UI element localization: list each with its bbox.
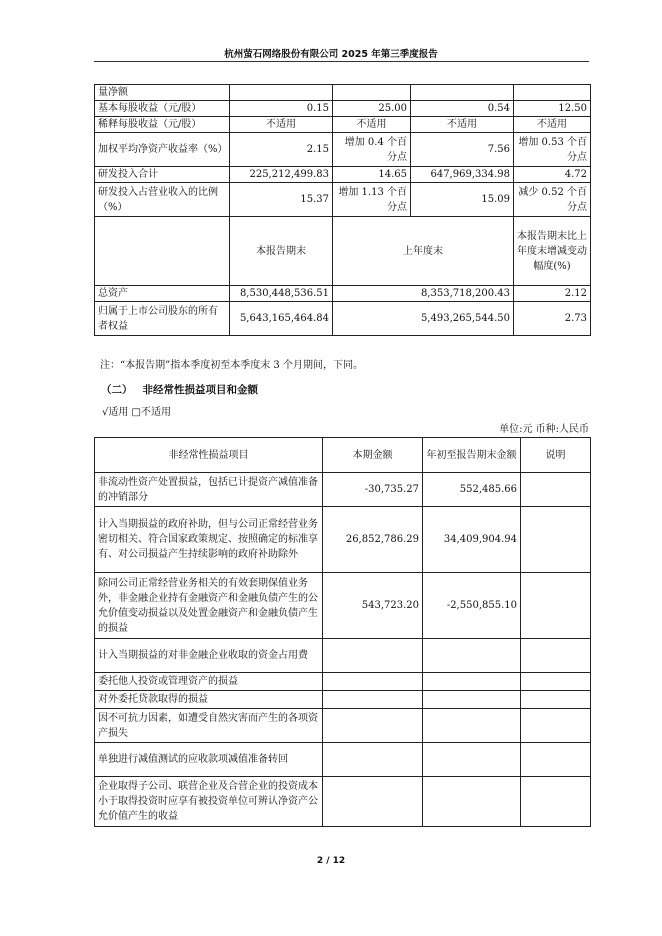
item-cell: 计入当期损益的对非金融企业收取的资金占用费 — [95, 639, 323, 673]
item-cell: 计入当期损益的政府补助，但与公司正常经营业务密切相关、符合国家政策规定、按照确定的标准享有、对公司损益产生持续影响的政府补助除外 — [95, 507, 323, 573]
section-title-text: 非经常性损益项目和金额 — [142, 384, 258, 396]
value-cell: 8,530,448,536.51 — [230, 286, 333, 302]
table-subheader-row — [95, 217, 591, 286]
value-cell: 0.54 — [411, 101, 514, 117]
remark-cell — [521, 691, 591, 709]
item-cell: 委托他人投资或管理资产的损益 — [95, 673, 323, 691]
remark-cell — [521, 743, 591, 777]
value-cell — [423, 673, 521, 691]
remark-cell — [521, 573, 591, 639]
table-row — [95, 673, 591, 691]
value-cell: 8,353,718,200.43 — [333, 286, 514, 302]
header-divider — [94, 61, 589, 62]
value-cell: 不适用 — [230, 117, 333, 133]
value-cell: 增加 0.53 个百分点 — [514, 133, 591, 167]
row-label: 研发投入占营业收入的比例（%） — [95, 183, 230, 217]
value-cell: 2.12 — [514, 286, 591, 302]
row-label: 加权平均净资产收益率（%） — [95, 133, 230, 167]
item-cell: 对外委托贷款取得的损益 — [95, 691, 323, 709]
table-row — [95, 573, 591, 639]
value-cell: 不适用 — [333, 117, 411, 133]
table-row — [95, 507, 591, 573]
value-cell: 15.09 — [411, 183, 514, 217]
table-row — [95, 183, 591, 217]
value-cell: 34,409,904.94 — [423, 507, 521, 573]
table-row — [95, 117, 591, 133]
row-label: 总资产 — [95, 286, 230, 302]
table-row — [95, 133, 591, 167]
report-header-title: 杭州萤石网络股份有限公司 2025 年第三季度报告 — [224, 49, 438, 60]
value-cell: 2.73 — [514, 302, 591, 336]
col-last-year-end: 上年度末 — [333, 217, 514, 286]
currency-unit: 单位:元 币种:人民币 — [499, 424, 589, 435]
value-cell: -30,735.27 — [323, 473, 423, 507]
value-cell: 7.56 — [411, 133, 514, 167]
col-change-rate: 本报告期末比上年度末增减变动幅度(%) — [514, 217, 591, 286]
value-cell: 增加 1.13 个百分点 — [333, 183, 411, 217]
value-cell — [423, 691, 521, 709]
table-row — [95, 473, 591, 507]
row-label: 量净额 — [95, 85, 230, 101]
item-cell: 企业取得子公司、联营企业及合营企业的投资成本小于取得投资时应享有被投资单位可辨认净资产公允价值产生的收益 — [95, 777, 323, 827]
remark-cell — [521, 777, 591, 827]
row-label: 研发投入合计 — [95, 167, 230, 183]
value-cell — [323, 777, 423, 827]
table-note: 注：“本报告期”指本季度初至本季度末 3 个月期间，下同。 — [100, 360, 363, 371]
item-cell: 非流动性资产处置损益，包括已计提资产减值准备的冲销部分 — [95, 473, 323, 507]
section-number: （二） — [101, 384, 133, 396]
col-current-period-end: 本报告期末 — [230, 217, 333, 286]
value-cell — [323, 639, 423, 673]
remark-cell — [521, 673, 591, 691]
table-row — [95, 85, 591, 101]
value-cell — [323, 743, 423, 777]
value-cell: 减少 0.52 个百分点 — [514, 183, 591, 217]
value-cell: 225,212,499.83 — [230, 167, 333, 183]
table-row — [95, 691, 591, 709]
item-cell: 除同公司正常经营业务相关的有效套期保值业务外，非金融企业持有金融资产和金融负债产生的公允价值变动损益以及处置金融资产和金融负债产生的损益 — [95, 573, 323, 639]
value-cell: 543,723.20 — [323, 573, 423, 639]
value-cell: 26,852,786.29 — [323, 507, 423, 573]
table-row — [95, 777, 591, 827]
value-cell: 25.00 — [333, 101, 411, 117]
col-current: 本期金额 — [323, 438, 423, 473]
value-cell: 15.37 — [230, 183, 333, 217]
table-row — [95, 286, 591, 302]
value-cell: 647,969,334.98 — [411, 167, 514, 183]
row-label: 基本每股收益（元/股） — [95, 101, 230, 117]
non-recurring-gains-table — [94, 437, 591, 827]
value-cell: 0.15 — [230, 101, 333, 117]
remark-cell — [521, 709, 591, 743]
value-cell: 2.15 — [230, 133, 333, 167]
page-number: 2 / 12 — [316, 856, 346, 866]
value-cell — [323, 691, 423, 709]
value-cell — [423, 777, 521, 827]
value-cell: 12.50 — [514, 101, 591, 117]
value-cell: 5,643,165,464.84 — [230, 302, 333, 336]
value-cell: 不适用 — [514, 117, 591, 133]
table-header-row — [95, 438, 591, 473]
value-cell — [423, 743, 521, 777]
table-row — [95, 639, 591, 673]
item-cell: 单独进行减值测试的应收款项减值准备转回 — [95, 743, 323, 777]
row-label: 稀释每股收益（元/股） — [95, 117, 230, 133]
table-row — [95, 167, 591, 183]
value-cell: 不适用 — [411, 117, 514, 133]
table-row — [95, 101, 591, 117]
table-row — [95, 709, 591, 743]
col-remark: 说明 — [521, 438, 591, 473]
applicable-checkbox: √适用 □不适用 — [102, 407, 171, 418]
value-cell — [423, 639, 521, 673]
value-cell: -2,550,855.10 — [423, 573, 521, 639]
row-label: 归属于上市公司股东的所有者权益 — [95, 302, 230, 336]
col-item: 非经常性损益项目 — [95, 438, 323, 473]
value-cell: 552,485.66 — [423, 473, 521, 507]
value-cell: 5,493,265,544.50 — [333, 302, 514, 336]
value-cell — [323, 709, 423, 743]
table-row — [95, 743, 591, 777]
remark-cell — [521, 639, 591, 673]
remark-cell — [521, 473, 591, 507]
value-cell — [423, 709, 521, 743]
value-cell: 4.72 — [514, 167, 591, 183]
remark-cell — [521, 507, 591, 573]
value-cell: 14.65 — [333, 167, 411, 183]
section-title — [101, 382, 268, 397]
col-ytd: 年初至报告期末金额 — [423, 438, 521, 473]
table-row — [95, 302, 591, 336]
value-cell — [323, 673, 423, 691]
item-cell: 因不可抗力因素，如遭受自然灾害而产生的各项资产损失 — [95, 709, 323, 743]
value-cell: 增加 0.4 个百分点 — [333, 133, 411, 167]
financial-indicators-table — [94, 84, 591, 336]
